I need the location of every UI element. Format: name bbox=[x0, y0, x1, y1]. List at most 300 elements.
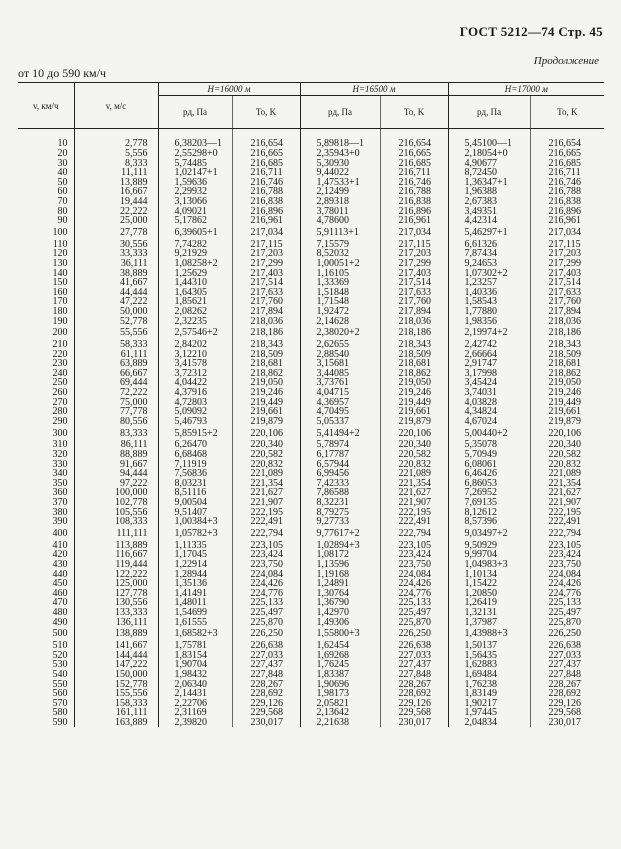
table-cell: 216,685 bbox=[530, 159, 604, 169]
table-cell: 217,403 bbox=[232, 269, 300, 279]
table-cell: 5,35078 bbox=[448, 440, 530, 450]
table-cell: 2,89318 bbox=[300, 197, 380, 207]
table-row bbox=[18, 488, 604, 498]
table-cell: 1,54699 bbox=[158, 608, 232, 618]
table-cell: 220,340 bbox=[232, 440, 300, 450]
table-cell: 217,299 bbox=[232, 259, 300, 269]
table-cell: 5,30930 bbox=[300, 159, 380, 169]
table-cell: 217,403 bbox=[380, 269, 448, 279]
table-cell: 220,340 bbox=[530, 440, 604, 450]
table-cell: 5,09092 bbox=[158, 407, 232, 417]
table-cell: 218,862 bbox=[380, 369, 448, 379]
table-row bbox=[18, 498, 604, 508]
table-cell: 218,681 bbox=[380, 359, 448, 369]
table-cell: 222,195 bbox=[380, 508, 448, 518]
table-cell: 221,907 bbox=[530, 498, 604, 508]
table-cell: 150 bbox=[52, 277, 68, 289]
table-cell: 140 bbox=[52, 267, 68, 279]
table-cell: 1,62883 bbox=[448, 660, 530, 670]
table-cell: 290 bbox=[52, 415, 68, 427]
table-cell: 88,889 bbox=[74, 450, 158, 460]
table-cell: 470 bbox=[52, 597, 68, 609]
table-cell: 219,879 bbox=[232, 417, 300, 427]
table-cell: 2,04834 bbox=[448, 718, 530, 728]
table-cell: 5,00440+2 bbox=[448, 426, 530, 440]
table-cell: 8,333 bbox=[74, 159, 158, 169]
table-cell: 216,665 bbox=[530, 149, 604, 159]
table-cell: 1,33369 bbox=[300, 278, 380, 288]
table-cell: 218,186 bbox=[232, 326, 300, 340]
table-cell: 1,64305 bbox=[158, 288, 232, 298]
table-cell: 2,08262 bbox=[158, 307, 232, 317]
table-cell: 1,77880 bbox=[448, 307, 530, 317]
table-cell: 6,57944 bbox=[300, 460, 380, 470]
table-cell: 227,033 bbox=[530, 651, 604, 661]
table-row bbox=[18, 541, 604, 551]
table-cell: 500 bbox=[52, 628, 68, 640]
table-cell: 219,661 bbox=[380, 407, 448, 417]
table-cell: 102,778 bbox=[74, 498, 158, 508]
table-cell: 1,83154 bbox=[158, 651, 232, 661]
table-cell: 224,776 bbox=[530, 589, 604, 599]
table-cell: 16,667 bbox=[74, 187, 158, 197]
table-cell: 225,497 bbox=[380, 608, 448, 618]
table-cell: 119,444 bbox=[74, 560, 158, 570]
col-header-h16000: H=16000 м bbox=[158, 83, 300, 96]
table-cell: 8,03231 bbox=[158, 479, 232, 489]
table-cell: 217,203 bbox=[530, 249, 604, 259]
table-cell: 83,333 bbox=[74, 426, 158, 440]
table-cell: 226,638 bbox=[380, 641, 448, 651]
table-row bbox=[18, 317, 604, 327]
table-cell: 220,582 bbox=[530, 450, 604, 460]
table-cell: 270 bbox=[52, 396, 68, 408]
table-cell: 224,084 bbox=[380, 570, 448, 580]
table-cell: 227,848 bbox=[380, 670, 448, 680]
table-cell: 217,760 bbox=[380, 297, 448, 307]
table-cell: 1,42970 bbox=[300, 608, 380, 618]
table-cell: 216,896 bbox=[530, 207, 604, 217]
table-cell: 90 bbox=[57, 215, 68, 227]
table-body bbox=[18, 129, 604, 728]
table-cell: 223,750 bbox=[232, 560, 300, 570]
table-cell: 7,86588 bbox=[300, 488, 380, 498]
table-cell: 19,444 bbox=[74, 197, 158, 207]
table-cell: 9,24653 bbox=[448, 259, 530, 269]
continuation-label: Продолжение bbox=[533, 55, 599, 67]
col-header-kmh: v, км/ч bbox=[18, 83, 74, 129]
table-cell: 219,661 bbox=[530, 407, 604, 417]
table-cell: 217,894 bbox=[530, 307, 604, 317]
table-cell: 3,74031 bbox=[448, 388, 530, 398]
table-cell: 66,667 bbox=[74, 369, 158, 379]
table-cell: 1,44310 bbox=[158, 278, 232, 288]
table-cell: 1,71548 bbox=[300, 297, 380, 307]
table-cell: 180 bbox=[52, 305, 68, 317]
table-cell: 229,568 bbox=[232, 708, 300, 718]
table-cell: 218,509 bbox=[380, 350, 448, 360]
table-cell: 228,267 bbox=[530, 680, 604, 690]
table-cell: 160 bbox=[52, 286, 68, 298]
table-cell: 216,838 bbox=[232, 197, 300, 207]
table-cell: 2,35943+0 bbox=[300, 149, 380, 159]
table-cell: 2,32235 bbox=[158, 317, 232, 327]
table-cell: 1,16105 bbox=[300, 269, 380, 279]
table-cell: 217,633 bbox=[530, 288, 604, 298]
table-cell: 44,444 bbox=[74, 288, 158, 298]
table-cell: 310 bbox=[52, 439, 68, 451]
table-cell: 228,692 bbox=[380, 689, 448, 699]
table-cell: 190 bbox=[52, 315, 68, 327]
table-cell: 9,03497+2 bbox=[448, 527, 530, 541]
table-row bbox=[18, 579, 604, 589]
table-cell: 1,69484 bbox=[448, 670, 530, 680]
table-row bbox=[18, 440, 604, 450]
table-cell: 3,44085 bbox=[300, 369, 380, 379]
table-cell: 216,961 bbox=[232, 216, 300, 226]
table-cell: 222,491 bbox=[530, 517, 604, 527]
table-cell: 222,195 bbox=[232, 508, 300, 518]
table-cell: 217,299 bbox=[530, 259, 604, 269]
table-cell: 224,776 bbox=[232, 589, 300, 599]
table-cell: 6,39605+1 bbox=[158, 226, 232, 240]
col-header-pressure: pд, Па bbox=[448, 96, 530, 129]
table-row bbox=[18, 297, 604, 307]
table-cell: 161,111 bbox=[74, 708, 158, 718]
table-cell: 1,69268 bbox=[300, 651, 380, 661]
table-cell: 144,444 bbox=[74, 651, 158, 661]
table-cell: 250 bbox=[52, 377, 68, 389]
table-cell: 216,665 bbox=[380, 149, 448, 159]
table-cell: 50,000 bbox=[74, 307, 158, 317]
table-cell: 5,556 bbox=[74, 149, 158, 159]
table-cell: 3,12210 bbox=[158, 350, 232, 360]
atmosphere-table bbox=[18, 82, 604, 727]
table-cell: 219,879 bbox=[530, 417, 604, 427]
table-cell: 2,62655 bbox=[300, 340, 380, 350]
table-cell: 229,568 bbox=[380, 708, 448, 718]
table-cell: 7,15579 bbox=[300, 240, 380, 250]
col-header-temperature: To, K bbox=[232, 96, 300, 129]
table-cell: 217,760 bbox=[530, 297, 604, 307]
table-cell: 5,46793 bbox=[158, 417, 232, 427]
table-row bbox=[18, 460, 604, 470]
table-cell: 1,36347+1 bbox=[448, 178, 530, 188]
table-cell: 100 bbox=[52, 226, 68, 238]
table-cell: 120 bbox=[52, 248, 68, 260]
table-cell: 1,23257 bbox=[448, 278, 530, 288]
table-cell: 7,11919 bbox=[158, 460, 232, 470]
table-cell: 320 bbox=[52, 449, 68, 461]
table-cell: 38,889 bbox=[74, 269, 158, 279]
table-row bbox=[18, 479, 604, 489]
table-cell: 5,74485 bbox=[158, 159, 232, 169]
table-row bbox=[18, 350, 604, 360]
table-row bbox=[18, 598, 604, 608]
table-cell: 9,21929 bbox=[158, 249, 232, 259]
table-cell: 380 bbox=[52, 506, 68, 518]
table-cell: 1,05782+3 bbox=[158, 527, 232, 541]
table-cell: 229,126 bbox=[232, 699, 300, 709]
page-header: ГОСТ 5212—74 Стр. 45 bbox=[459, 24, 603, 39]
table-cell: 2,42742 bbox=[448, 340, 530, 350]
table-cell: 280 bbox=[52, 406, 68, 418]
table-cell: 217,034 bbox=[380, 226, 448, 240]
table-cell: 220,106 bbox=[380, 426, 448, 440]
table-cell: 41,667 bbox=[74, 278, 158, 288]
table-cell: 105,556 bbox=[74, 508, 158, 518]
table-cell: 1,02147+1 bbox=[158, 168, 232, 178]
table-cell: 219,246 bbox=[380, 388, 448, 398]
table-cell: 223,105 bbox=[232, 541, 300, 551]
table-row bbox=[18, 259, 604, 269]
table-cell: 111,111 bbox=[74, 527, 158, 541]
table-cell: 221,627 bbox=[380, 488, 448, 498]
table-cell: 1,68582+3 bbox=[158, 627, 232, 641]
table-cell: 2,38020+2 bbox=[300, 326, 380, 340]
table-cell: 590 bbox=[52, 716, 68, 728]
table-cell: 1,61555 bbox=[158, 618, 232, 628]
table-cell: 1,59636 bbox=[158, 178, 232, 188]
table-cell: 218,036 bbox=[530, 317, 604, 327]
table-cell: 218,343 bbox=[380, 340, 448, 350]
table-cell: 260 bbox=[52, 387, 68, 399]
table-cell: 216,665 bbox=[232, 149, 300, 159]
table-cell: 225,133 bbox=[530, 598, 604, 608]
table-cell: 227,437 bbox=[380, 660, 448, 670]
col-header-temperature: To, K bbox=[530, 96, 604, 129]
table-cell: 490 bbox=[52, 616, 68, 628]
table-cell: 3,73761 bbox=[300, 378, 380, 388]
table-cell: 4,09021 bbox=[158, 207, 232, 217]
table-cell: 136,111 bbox=[74, 618, 158, 628]
table-row bbox=[18, 680, 604, 690]
table-cell: 2,19974+2 bbox=[448, 326, 530, 340]
table-cell: 47,222 bbox=[74, 297, 158, 307]
table-cell: 220,582 bbox=[232, 450, 300, 460]
table-row bbox=[18, 689, 604, 699]
table-cell: 225,497 bbox=[530, 608, 604, 618]
table-cell: 216,746 bbox=[530, 178, 604, 188]
table-cell: 227,848 bbox=[530, 670, 604, 680]
table-cell: 2,84202 bbox=[158, 340, 232, 350]
table-cell: 219,050 bbox=[530, 378, 604, 388]
table-cell: 217,115 bbox=[380, 240, 448, 250]
table-cell: 224,084 bbox=[232, 570, 300, 580]
table-cell: 2,31169 bbox=[158, 708, 232, 718]
table-cell: 217,760 bbox=[232, 297, 300, 307]
table-cell: 13,889 bbox=[74, 178, 158, 188]
table-cell: 450 bbox=[52, 578, 68, 590]
table-cell: 63,889 bbox=[74, 359, 158, 369]
table-row bbox=[18, 159, 604, 169]
table-row bbox=[18, 288, 604, 298]
table-cell: 219,246 bbox=[232, 388, 300, 398]
table-row bbox=[18, 417, 604, 427]
table-row bbox=[18, 560, 604, 570]
table-cell: 4,04715 bbox=[300, 388, 380, 398]
table-cell: 1,47533+1 bbox=[300, 178, 380, 188]
table-cell: 510 bbox=[52, 640, 68, 652]
table-cell: 1,90217 bbox=[448, 699, 530, 709]
table-cell: 3,17998 bbox=[448, 369, 530, 379]
table-cell: 1,76245 bbox=[300, 660, 380, 670]
table-cell: 1,07302+2 bbox=[448, 269, 530, 279]
table-cell: 230,017 bbox=[232, 718, 300, 728]
table-cell: 10 bbox=[57, 138, 68, 150]
table-cell: 440 bbox=[52, 568, 68, 580]
table-cell: 220,106 bbox=[530, 426, 604, 440]
table-cell: 219,449 bbox=[232, 398, 300, 408]
table-cell: 217,633 bbox=[232, 288, 300, 298]
table-cell: 22,222 bbox=[74, 207, 158, 217]
table-cell: 1,00051+2 bbox=[300, 259, 380, 269]
table-cell: 218,186 bbox=[380, 326, 448, 340]
table-cell: 218,036 bbox=[232, 317, 300, 327]
table-cell: 221,907 bbox=[232, 498, 300, 508]
table-cell: 4,90677 bbox=[448, 159, 530, 169]
table-row bbox=[18, 651, 604, 661]
table-cell: 222,491 bbox=[232, 517, 300, 527]
table-cell: 91,667 bbox=[74, 460, 158, 470]
table-cell: 223,750 bbox=[380, 560, 448, 570]
table-cell: 1,35136 bbox=[158, 579, 232, 589]
table-row bbox=[18, 718, 604, 728]
table-row bbox=[18, 307, 604, 317]
table-cell: 430 bbox=[52, 558, 68, 570]
table-cell: 94,444 bbox=[74, 469, 158, 479]
table-cell: 219,050 bbox=[232, 378, 300, 388]
table-cell: 6,68468 bbox=[158, 450, 232, 460]
table-cell: 3,13066 bbox=[158, 197, 232, 207]
table-cell: 116,667 bbox=[74, 550, 158, 560]
table-cell: 7,69135 bbox=[448, 498, 530, 508]
table-cell: 224,426 bbox=[380, 579, 448, 589]
table-cell: 219,449 bbox=[530, 398, 604, 408]
table-cell: 60 bbox=[57, 186, 68, 198]
table-cell: 225,133 bbox=[232, 598, 300, 608]
table-cell: 27,778 bbox=[74, 226, 158, 240]
table-cell: 410 bbox=[52, 539, 68, 551]
table-cell: 219,661 bbox=[232, 407, 300, 417]
table-cell: 218,681 bbox=[232, 359, 300, 369]
table-cell: 77,778 bbox=[74, 407, 158, 417]
table-cell: 86,111 bbox=[74, 440, 158, 450]
table-cell: 229,568 bbox=[530, 708, 604, 718]
table-cell: 69,444 bbox=[74, 378, 158, 388]
table-cell: 1,11335 bbox=[158, 541, 232, 551]
table-cell: 5,70949 bbox=[448, 450, 530, 460]
table-cell: 1,48011 bbox=[158, 598, 232, 608]
table-cell: 225,870 bbox=[530, 618, 604, 628]
table-cell: 580 bbox=[52, 707, 68, 719]
table-cell: 218,862 bbox=[530, 369, 604, 379]
table-cell: 141,667 bbox=[74, 641, 158, 651]
table-cell: 152,778 bbox=[74, 680, 158, 690]
table-cell: 1,36790 bbox=[300, 598, 380, 608]
table-cell: 229,126 bbox=[530, 699, 604, 709]
table-cell: 80,556 bbox=[74, 417, 158, 427]
table-cell: 370 bbox=[52, 497, 68, 508]
table-cell: 221,089 bbox=[380, 469, 448, 479]
table-cell: 1,26419 bbox=[448, 598, 530, 608]
table-cell: 217,034 bbox=[530, 226, 604, 240]
table-row bbox=[18, 216, 604, 226]
table-cell: 217,034 bbox=[232, 226, 300, 240]
table-cell: 6,26470 bbox=[158, 440, 232, 450]
table-cell: 1,32131 bbox=[448, 608, 530, 618]
table-cell: 218,343 bbox=[232, 340, 300, 350]
table-row bbox=[18, 527, 604, 541]
table-cell: 222,491 bbox=[380, 517, 448, 527]
table-cell: 217,633 bbox=[380, 288, 448, 298]
col-header-pressure: pд, Па bbox=[158, 96, 232, 129]
table-cell: 8,57396 bbox=[448, 517, 530, 527]
table-row bbox=[18, 426, 604, 440]
table-cell: 1,92472 bbox=[300, 307, 380, 317]
table-cell: 330 bbox=[52, 458, 68, 470]
table-cell: 216,746 bbox=[232, 178, 300, 188]
table-cell: 219,879 bbox=[380, 417, 448, 427]
table-row bbox=[18, 129, 604, 150]
table-cell: 9,44022 bbox=[300, 168, 380, 178]
table-cell: 2,05821 bbox=[300, 699, 380, 709]
table-cell: 225,870 bbox=[232, 618, 300, 628]
table-cell: 1,22914 bbox=[158, 560, 232, 570]
table-cell: 5,45100—1 bbox=[448, 129, 530, 150]
table-cell: 218,343 bbox=[530, 340, 604, 350]
table-cell: 220,106 bbox=[232, 426, 300, 440]
table-cell: 2,14628 bbox=[300, 317, 380, 327]
table-row bbox=[18, 517, 604, 527]
table-cell: 125,000 bbox=[74, 579, 158, 589]
table-cell: 1,10134 bbox=[448, 570, 530, 580]
table-cell: 5,46297+1 bbox=[448, 226, 530, 240]
table-cell: 2,67383 bbox=[448, 197, 530, 207]
table-cell: 8,12612 bbox=[448, 508, 530, 518]
table-cell: 220,340 bbox=[380, 440, 448, 450]
table-cell: 218,036 bbox=[380, 317, 448, 327]
table-cell: 170 bbox=[52, 296, 68, 308]
table-cell: 133,333 bbox=[74, 608, 158, 618]
table-cell: 1,85621 bbox=[158, 297, 232, 307]
table-cell: 216,961 bbox=[530, 216, 604, 226]
table-cell: 7,87434 bbox=[448, 249, 530, 259]
table-row bbox=[18, 589, 604, 599]
table-cell: 1,30764 bbox=[300, 589, 380, 599]
table-cell: 1,98173 bbox=[300, 689, 380, 699]
table-cell: 9,99704 bbox=[448, 550, 530, 560]
table-cell: 225,133 bbox=[380, 598, 448, 608]
table-cell: 220,832 bbox=[380, 460, 448, 470]
col-header-temperature: To, K bbox=[380, 96, 448, 129]
table-cell: 220,832 bbox=[232, 460, 300, 470]
table-cell: 221,354 bbox=[530, 479, 604, 489]
table-cell: 224,776 bbox=[380, 589, 448, 599]
table-cell: 222,794 bbox=[232, 527, 300, 541]
table-cell: 4,72803 bbox=[158, 398, 232, 408]
table-row bbox=[18, 407, 604, 417]
table-cell: 218,509 bbox=[530, 350, 604, 360]
table-cell: 400 bbox=[52, 527, 68, 539]
table-cell: 223,424 bbox=[232, 550, 300, 560]
table-row bbox=[18, 149, 604, 159]
table-cell: 1,13596 bbox=[300, 560, 380, 570]
table-cell: 72,222 bbox=[74, 388, 158, 398]
table-row bbox=[18, 608, 604, 618]
table-row bbox=[18, 550, 604, 560]
table-cell: 218,509 bbox=[232, 350, 300, 360]
